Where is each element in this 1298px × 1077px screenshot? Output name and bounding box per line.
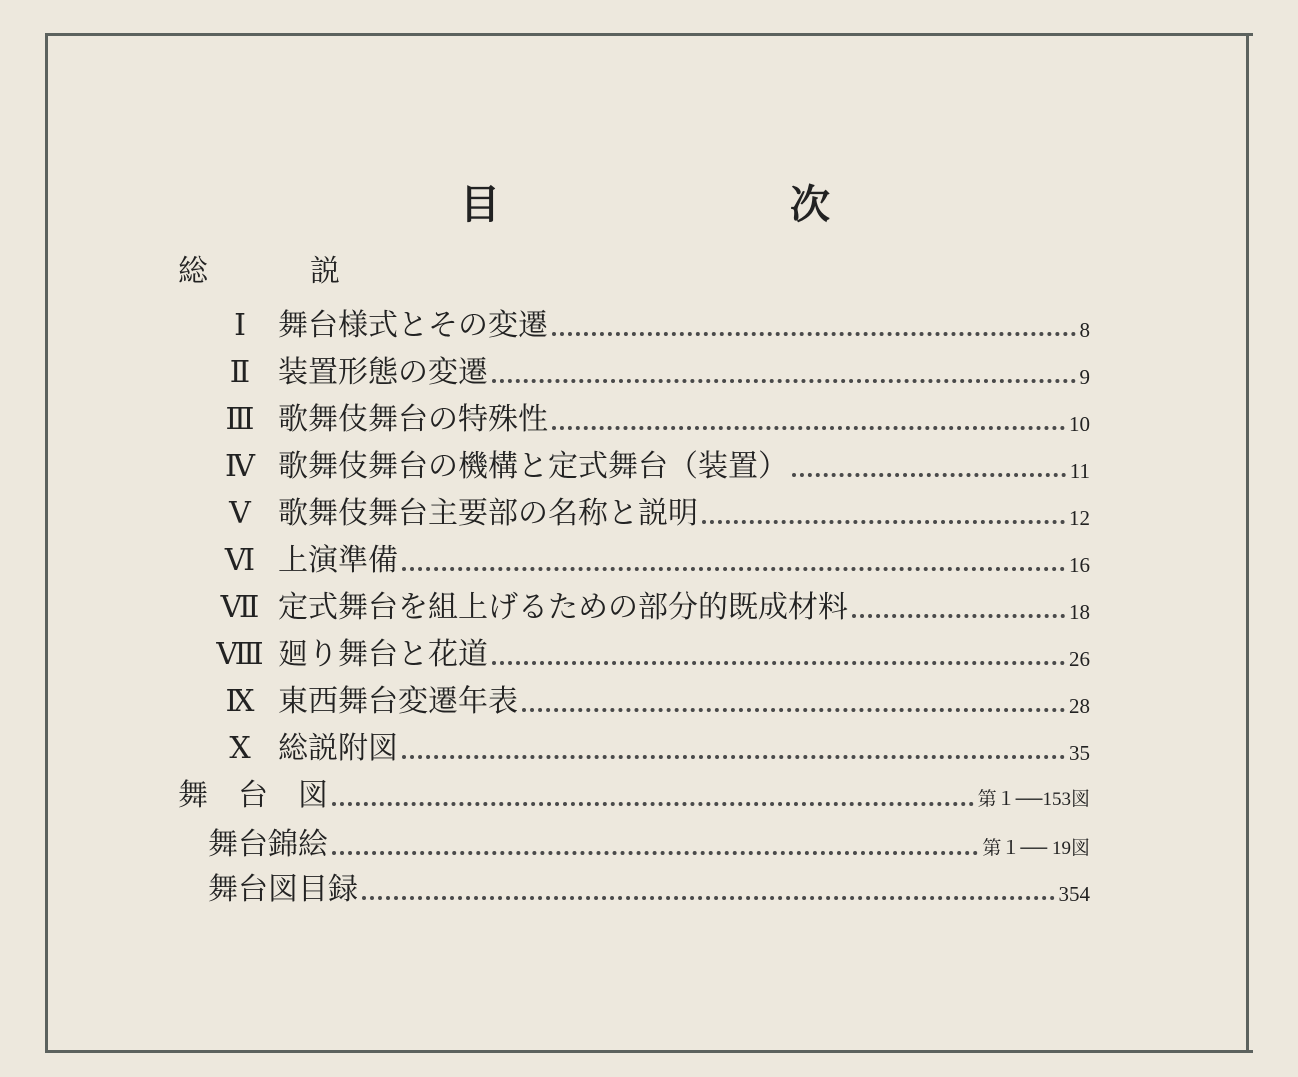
toc-entry-title: 歌舞伎舞台の特殊性 <box>278 402 548 437</box>
dot-leader <box>492 661 1065 665</box>
section-heading-plates-char-2: 台 <box>238 778 268 813</box>
dot-leader <box>402 567 1065 571</box>
dot-leader <box>402 755 1065 759</box>
toc-entry-4[interactable] <box>205 447 1090 487</box>
toc-entry-page: 26 <box>1069 647 1090 671</box>
frame-bottom-rule <box>45 1050 1253 1053</box>
page-title <box>450 175 840 235</box>
toc-entry-page: 10 <box>1069 412 1090 436</box>
toc-entry-8[interactable] <box>205 635 1090 675</box>
toc-entry-number: Ⅰ <box>234 308 246 343</box>
section-heading-plates-char-1: 舞 <box>178 778 208 813</box>
toc-entry-plates[interactable] <box>178 776 1090 816</box>
dot-leader <box>492 379 1076 383</box>
toc-entry-title: 廻り舞台と花道 <box>278 637 488 672</box>
toc-entry-7[interactable] <box>205 588 1090 628</box>
toc-entry-title: 総説附図 <box>278 731 398 766</box>
toc-entry-10[interactable] <box>205 729 1090 769</box>
toc-entry-number: Ⅳ <box>225 449 255 484</box>
toc-entry-1[interactable] <box>205 306 1090 346</box>
dot-leader <box>552 332 1076 336</box>
toc-entry-title: 歌舞伎舞台の機構と定式舞台（装置） <box>278 449 788 484</box>
toc-entry-5[interactable] <box>205 494 1090 534</box>
dot-leader <box>362 896 1055 900</box>
toc-entry-page: 9 <box>1079 365 1090 389</box>
dot-leader <box>702 520 1065 524</box>
toc-entry-page: 第１── 19図 <box>982 838 1090 859</box>
toc-entry-number: Ⅹ <box>229 731 251 766</box>
toc-entry-9[interactable] <box>205 682 1090 722</box>
section-heading-plates-char-3: 図 <box>298 778 328 813</box>
dot-leader <box>852 614 1065 618</box>
toc-entry-number: Ⅴ <box>229 496 251 531</box>
toc-entry-page: 第１──153図 <box>977 789 1090 810</box>
toc-entry-number: Ⅸ <box>225 684 255 719</box>
toc-entry-6[interactable] <box>205 541 1090 581</box>
toc-entry-title: 定式舞台を組上げるための部分的既成材料 <box>278 590 848 625</box>
toc-entry-title: 舞台図目録 <box>208 872 358 907</box>
dot-leader <box>522 708 1065 712</box>
section-heading-plates <box>178 776 328 816</box>
toc-entry-title: 装置形態の変遷 <box>278 355 488 390</box>
toc-entry-number: Ⅱ <box>229 355 251 390</box>
toc-entry-page: 28 <box>1069 694 1090 718</box>
toc-entry-page: 35 <box>1069 741 1090 765</box>
toc-entry-page: 16 <box>1069 553 1090 577</box>
toc-entry-title: 東西舞台変遷年表 <box>278 684 518 719</box>
toc-entry-number: Ⅵ <box>224 543 256 578</box>
page-title-char-2: 次 <box>790 181 830 228</box>
toc-entry-nishiki[interactable] <box>208 825 1090 865</box>
toc-entry-number: Ⅲ <box>225 402 255 437</box>
page-title-char-1: 目 <box>460 181 500 228</box>
toc-entry-page: 11 <box>1069 459 1090 483</box>
dot-leader <box>792 473 1066 477</box>
toc-entry-page: 18 <box>1069 600 1090 624</box>
toc-entry-number: Ⅶ <box>220 590 260 625</box>
dot-leader <box>332 851 978 855</box>
dot-leader <box>552 426 1065 430</box>
toc-entry-title: 上演準備 <box>278 543 398 578</box>
section-heading-general-char-2: 説 <box>310 254 340 289</box>
toc-entry-page: 354 <box>1058 882 1090 906</box>
toc-entry-title: 歌舞伎舞台主要部の名称と説明 <box>278 496 698 531</box>
toc-entry-number: Ⅷ <box>216 637 264 672</box>
toc-entry-page: 12 <box>1069 506 1090 530</box>
toc-entry-catalog[interactable] <box>208 870 1090 910</box>
section-heading-general <box>178 252 340 292</box>
toc-entry-page: 8 <box>1079 318 1090 342</box>
toc-entry-2[interactable] <box>205 353 1090 393</box>
toc-entry-3[interactable] <box>205 400 1090 440</box>
dot-leader <box>332 802 974 806</box>
toc-entry-title: 舞台錦絵 <box>208 827 328 862</box>
section-heading-general-char-1: 総 <box>178 254 208 289</box>
toc-entry-title: 舞台様式とその変遷 <box>278 308 548 343</box>
